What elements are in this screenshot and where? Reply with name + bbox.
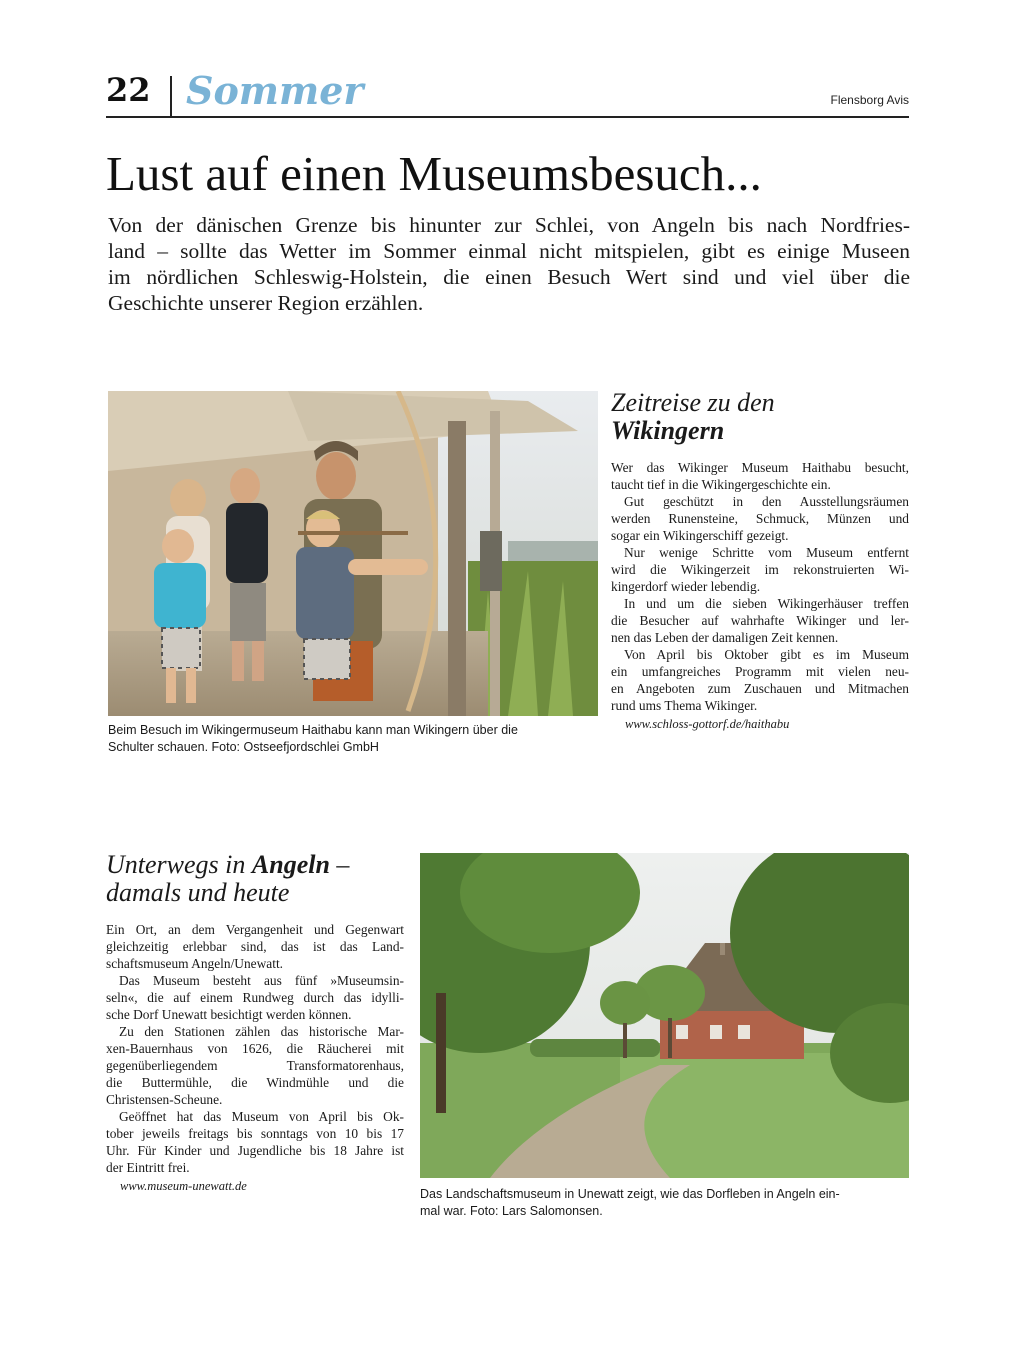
body-line: sogar ein Wikingerschiff gezeigt. (611, 528, 789, 543)
caption-line: Schulter schauen. Foto: Ostseefjordschlei GmbH (108, 740, 379, 754)
caption-line: Das Landschaftsmuseum in Unewatt zeigt, wie das Dorfleben in Angeln ein- (420, 1187, 840, 1201)
photo-caption (108, 722, 598, 756)
viking-archery-photo (108, 391, 598, 716)
intro-paragraph (108, 212, 910, 316)
unewatt-museum-photo (420, 853, 909, 1178)
article-body (611, 459, 909, 714)
body-line: Geöffnet hat das Museum von April bis Ok- (119, 1109, 404, 1124)
body-line: Christensen-Scheune. (106, 1092, 223, 1107)
body-line: wird die Wikingerzeit im rekonstruierten Wi- (611, 562, 909, 577)
body-line: xen-Bauernhaus von 1626, die Räucherei mit (106, 1041, 404, 1056)
intro-line: Geschichte unserer Region erzählen. (108, 291, 424, 315)
intro-line: im nördlichen Schleswig-Holstein, die einen Besuch Wert sind und viel über die (108, 265, 910, 289)
body-line: Ein Ort, an dem Vergangenheit und Gegenwart (106, 922, 404, 937)
intro-line: Von der dänischen Grenze bis hinunter zur Schlei, von Angeln bis nach Nordfries- (108, 213, 910, 237)
body-line: taucht tief in die Wikingergeschichte ein. (611, 477, 831, 492)
article-title-line: Zeitreise zu den (611, 388, 775, 417)
body-line: Uhr. Für Kinder und Jugendliche bis 18 Jahre ist (106, 1143, 404, 1158)
article-title (106, 851, 406, 907)
body-line: gegenüberliegendem Transformatorenhaus, (106, 1058, 404, 1073)
article-title-line: Unterwegs in Angeln – (106, 850, 350, 879)
body-line: rund ums Thema Wikinger. (611, 698, 758, 713)
body-line: seln«, die auf einem Rundweg durch das idylli- (106, 990, 404, 1005)
body-line: Von April bis Oktober gibt es im Museum (624, 647, 909, 662)
page-number: 22 (106, 71, 151, 109)
publication-name: Flensborg Avis (830, 93, 909, 107)
body-line: die Buttermühle, die Windmühle und die (106, 1075, 404, 1090)
section-logo: Sommer (186, 68, 364, 113)
header-rule (106, 116, 909, 118)
body-line: en Angeboten zum Zuschauen und Mitmachen (611, 681, 909, 696)
body-line: kingerdorf wieder lebendig. (611, 579, 761, 594)
body-line: In und um die sieben Wikingerhäuser treffen (624, 596, 909, 611)
body-line: Zu den Stationen zählen das historische Mar- (119, 1024, 404, 1039)
page-headline: Lust auf einen Museumsbesuch... (106, 146, 762, 201)
intro-line: land – sollte das Wetter im Sommer einmal nicht mitspielen, gibt es einige Museen (108, 239, 910, 263)
body-line: Nur wenige Schritte vom Museum entfernt (624, 545, 909, 560)
article-title-line: Wikingern (611, 416, 725, 445)
article-weblink: www.museum-unewatt.de (120, 1179, 247, 1193)
body-line: sche Dorf Unewatt besichtigt werden können. (106, 1007, 352, 1022)
body-line: der Eintritt frei. (106, 1160, 190, 1175)
caption-line: mal war. Foto: Lars Salomonsen. (420, 1204, 603, 1218)
body-line: ein umfangreiches Programm mit vielen neu- (611, 664, 909, 679)
body-line: werden Runensteine, Schmuck, Münzen und (611, 511, 909, 526)
article-weblink: www.schloss-gottorf.de/haithabu (625, 717, 790, 731)
body-line: gleichzeitig erlebbar sind, das ist das Land- (106, 939, 404, 954)
article-body (106, 921, 404, 1176)
body-line: schaftsmuseum Angeln/Unewatt. (106, 956, 284, 971)
caption-line: Beim Besuch im Wikingermuseum Haithabu kann man Wikingern über die (108, 723, 518, 737)
article-title (611, 389, 911, 445)
body-line: Das Museum besteht aus fünf »Museumsin- (119, 973, 404, 988)
body-line: Gut geschützt in den Ausstellungsräumen (624, 494, 909, 509)
body-line: die Besucher auf wahrhafte Wikinger und ler- (611, 613, 909, 628)
body-line: nen das Leben der damaligen Zeit kennen. (611, 630, 839, 645)
photo-caption (420, 1186, 909, 1220)
header-divider (170, 76, 172, 116)
body-line: Wer das Wikinger Museum Haithabu besucht, (611, 460, 909, 475)
article-title-line: damals und heute (106, 878, 290, 907)
body-line: tober jeweils freitags bis sonntags von 10 bis 17 (106, 1126, 404, 1141)
